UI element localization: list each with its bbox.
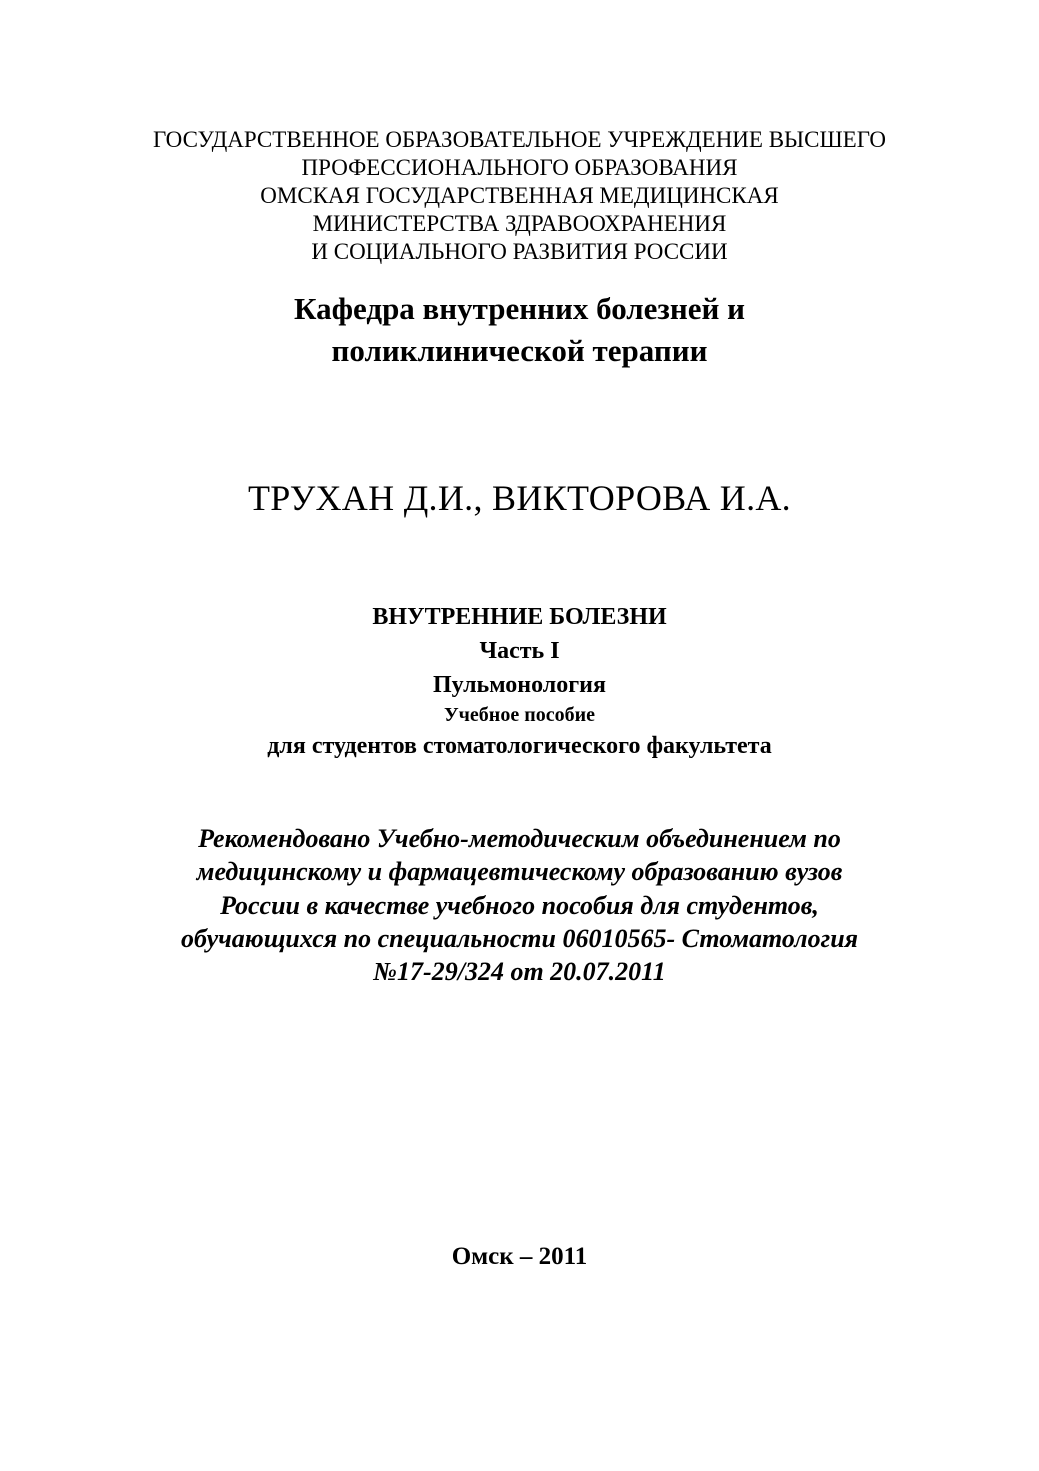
recommendation-line: обучающихся по специальности 06010565- Стоматология (180, 924, 859, 953)
institution-line: И СОЦИАЛЬНОГО РАЗВИТИЯ РОССИИ (311, 239, 728, 264)
recommendation-line: России в качестве учебного пособия для студентов, (220, 891, 819, 920)
book-title: ВНУТРЕННИЕ БОЛЕЗНИ (372, 604, 667, 630)
department-line: Кафедра внутренних болезней и (294, 291, 745, 326)
book-audience: для студентов стоматологического факультета (267, 733, 772, 759)
book-part: Часть I (479, 638, 560, 664)
book-topic: Пульмонология (433, 672, 606, 698)
recommendation-line: медицинскому и фармацевтическому образованию вузов (196, 857, 843, 886)
institution-line: МИНИСТЕРСТВА ЗДРАВООХРАНЕНИЯ (312, 211, 727, 236)
department-line: поликлинической терапии (331, 333, 708, 368)
authors: ТРУХАН Д.И., ВИКТОРОВА И.А. (248, 478, 791, 518)
institution-line: ОМСКАЯ ГОСУДАРСТВЕННАЯ МЕДИЦИНСКАЯ (260, 183, 779, 208)
institution-line: ГОСУДАРСТВЕННОЕ ОБРАЗОВАТЕЛЬНОЕ УЧРЕЖДЕНИЕ ВЫСШЕГО (152, 127, 887, 152)
book-type: Учебное пособие (443, 704, 596, 726)
recommendation-line: №17-29/324 от 20.07.2011 (373, 957, 666, 986)
recommendation-line: Рекомендовано Учебно-методическим объединением по (198, 824, 841, 853)
institution-line: ПРОФЕССИОНАЛЬНОГО ОБРАЗОВАНИЯ (301, 155, 738, 180)
imprint-city-year: Омск – 2011 (451, 1243, 588, 1270)
